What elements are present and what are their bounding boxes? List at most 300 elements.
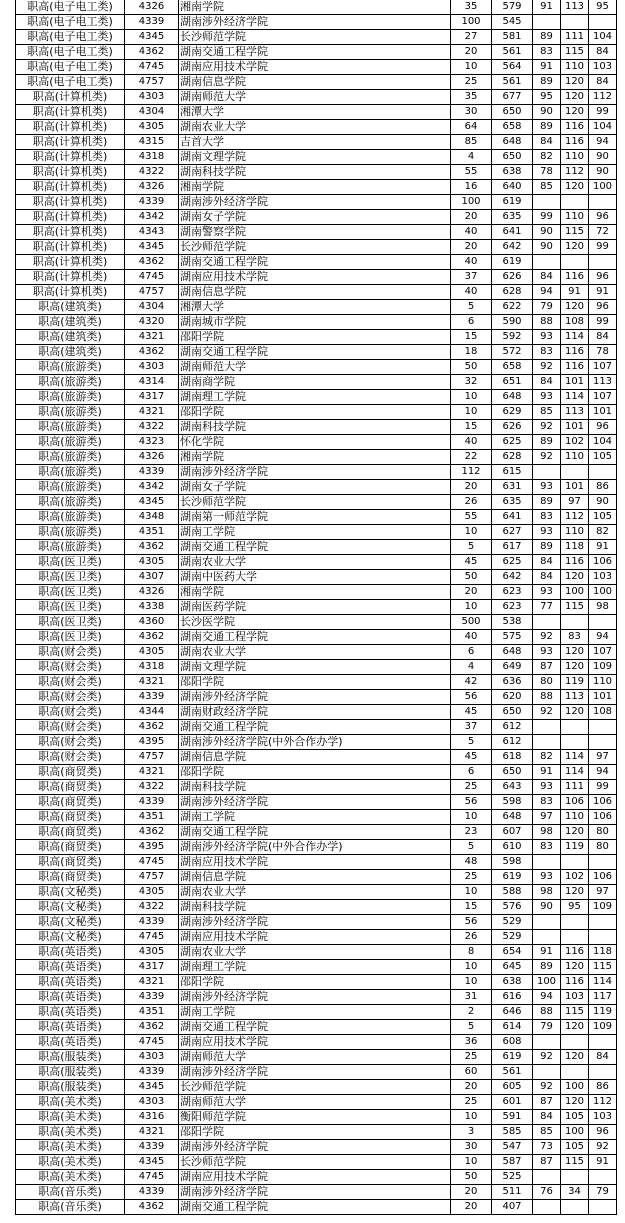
school-name-cell: 湖南警察学院: [179, 225, 451, 240]
category-cell: 职高(计算机类): [16, 180, 125, 195]
subject2-score-cell: 120: [561, 75, 589, 90]
subject3-score-cell: 112: [589, 1095, 617, 1110]
school-name-cell: 湖南信息学院: [179, 750, 451, 765]
subject3-score-cell: [589, 1170, 617, 1185]
min-score-cell: 592: [492, 330, 533, 345]
subject1-score-cell: 91: [533, 0, 561, 15]
subject1-score-cell: 93: [533, 870, 561, 885]
subject2-score-cell: 120: [561, 1050, 589, 1065]
subject2-score-cell: 114: [561, 330, 589, 345]
subject3-score-cell: 90: [589, 150, 617, 165]
school-code-cell: 4320: [125, 315, 179, 330]
category-cell: 职高(美术类): [16, 1095, 125, 1110]
table-row: [16, 1140, 617, 1155]
plan-count-cell: 6: [451, 765, 492, 780]
category-cell: 职高(英语类): [16, 1035, 125, 1050]
subject1-score-cell: 87: [533, 1095, 561, 1110]
subject3-score-cell: 91: [589, 540, 617, 555]
subject2-score-cell: [561, 1200, 589, 1215]
school-name-cell: 湖南涉外经济学院: [179, 15, 451, 30]
school-code-cell: 4362: [125, 720, 179, 735]
subject2-score-cell: [561, 1170, 589, 1185]
school-name-cell: 湖南商学院: [179, 375, 451, 390]
subject3-score-cell: 84: [589, 75, 617, 90]
subject2-score-cell: 111: [561, 30, 589, 45]
subject1-score-cell: 88: [533, 690, 561, 705]
min-score-cell: 585: [492, 1125, 533, 1140]
min-score-cell: 648: [492, 135, 533, 150]
table-row: [16, 150, 617, 165]
plan-count-cell: 37: [451, 720, 492, 735]
subject1-score-cell: 76: [533, 1185, 561, 1200]
category-cell: 职高(计算机类): [16, 105, 125, 120]
school-code-cell: 4318: [125, 660, 179, 675]
school-code-cell: 4304: [125, 105, 179, 120]
subject3-score-cell: 99: [589, 240, 617, 255]
school-name-cell: 湖南科技学院: [179, 165, 451, 180]
school-code-cell: 4303: [125, 90, 179, 105]
category-cell: 职高(音乐类): [16, 1185, 125, 1200]
category-cell: 职高(电子电工类): [16, 75, 125, 90]
school-code-cell: 4322: [125, 165, 179, 180]
category-cell: 职高(旅游类): [16, 525, 125, 540]
category-cell: 职高(文秘类): [16, 900, 125, 915]
subject3-score-cell: 94: [589, 135, 617, 150]
subject2-score-cell: 105: [561, 1110, 589, 1125]
plan-count-cell: 20: [451, 45, 492, 60]
subject2-score-cell: 116: [561, 975, 589, 990]
min-score-cell: 638: [492, 165, 533, 180]
subject1-score-cell: 84: [533, 1110, 561, 1125]
min-score-cell: 640: [492, 180, 533, 195]
school-code-cell: 4323: [125, 435, 179, 450]
min-score-cell: 579: [492, 0, 533, 15]
plan-count-cell: 35: [451, 0, 492, 15]
plan-count-cell: 10: [451, 525, 492, 540]
subject3-score-cell: 84: [589, 45, 617, 60]
table-row: [16, 90, 617, 105]
plan-count-cell: 48: [451, 855, 492, 870]
school-code-cell: 4757: [125, 75, 179, 90]
school-code-cell: 4316: [125, 1110, 179, 1125]
school-code-cell: 4757: [125, 750, 179, 765]
school-name-cell: 湖南涉外经济学院: [179, 915, 451, 930]
subject2-score-cell: 110: [561, 450, 589, 465]
category-cell: 职高(旅游类): [16, 435, 125, 450]
subject3-score-cell: 86: [589, 480, 617, 495]
school-name-cell: 湖南应用技术学院: [179, 930, 451, 945]
school-name-cell: 衡阳师范学院: [179, 1110, 451, 1125]
subject1-score-cell: [533, 15, 561, 30]
subject1-score-cell: 90: [533, 240, 561, 255]
subject1-score-cell: 93: [533, 390, 561, 405]
subject1-score-cell: [533, 930, 561, 945]
school-code-cell: 4360: [125, 615, 179, 630]
school-name-cell: 湖南涉外经济学院: [179, 990, 451, 1005]
min-score-cell: 677: [492, 90, 533, 105]
plan-count-cell: 40: [451, 285, 492, 300]
table-row: [16, 720, 617, 735]
table-body: [16, 0, 617, 1215]
category-cell: 职高(旅游类): [16, 405, 125, 420]
subject3-score-cell: 108: [589, 705, 617, 720]
table-row: [16, 525, 617, 540]
subject3-score-cell: 80: [589, 825, 617, 840]
min-score-cell: 648: [492, 810, 533, 825]
subject1-score-cell: 92: [533, 1050, 561, 1065]
school-name-cell: 湖南交通工程学院: [179, 45, 451, 60]
plan-count-cell: 20: [451, 210, 492, 225]
plan-count-cell: 6: [451, 315, 492, 330]
subject2-score-cell: 120: [561, 105, 589, 120]
school-code-cell: 4305: [125, 645, 179, 660]
plan-count-cell: 56: [451, 795, 492, 810]
school-name-cell: 湖南涉外经济学院: [179, 195, 451, 210]
school-name-cell: 邵阳学院: [179, 975, 451, 990]
school-code-cell: 4317: [125, 960, 179, 975]
subject2-score-cell: 120: [561, 90, 589, 105]
subject2-score-cell: 114: [561, 750, 589, 765]
subject3-score-cell: [589, 15, 617, 30]
min-score-cell: 623: [492, 585, 533, 600]
table-row: [16, 405, 617, 420]
plan-count-cell: 5: [451, 735, 492, 750]
subject3-score-cell: 109: [589, 660, 617, 675]
subject1-score-cell: [533, 915, 561, 930]
plan-count-cell: 56: [451, 690, 492, 705]
school-code-cell: 4362: [125, 45, 179, 60]
plan-count-cell: 25: [451, 75, 492, 90]
subject3-score-cell: 94: [589, 630, 617, 645]
school-name-cell: 湖南工学院: [179, 1005, 451, 1020]
subject2-score-cell: [561, 735, 589, 750]
school-code-cell: 4315: [125, 135, 179, 150]
school-code-cell: 4362: [125, 255, 179, 270]
min-score-cell: 619: [492, 255, 533, 270]
subject2-score-cell: 116: [561, 360, 589, 375]
subject3-score-cell: [589, 915, 617, 930]
school-code-cell: 4339: [125, 1140, 179, 1155]
plan-count-cell: 10: [451, 810, 492, 825]
min-score-cell: 641: [492, 510, 533, 525]
category-cell: 职高(财会类): [16, 705, 125, 720]
min-score-cell: 623: [492, 600, 533, 615]
school-name-cell: 湖南信息学院: [179, 285, 451, 300]
subject2-score-cell: 120: [561, 645, 589, 660]
school-code-cell: 4351: [125, 525, 179, 540]
category-cell: 职高(计算机类): [16, 135, 125, 150]
subject3-score-cell: 91: [589, 285, 617, 300]
subject2-score-cell: 114: [561, 390, 589, 405]
category-cell: 职高(旅游类): [16, 390, 125, 405]
school-code-cell: 4339: [125, 195, 179, 210]
min-score-cell: 625: [492, 435, 533, 450]
school-name-cell: 湖南中医药大学: [179, 570, 451, 585]
school-code-cell: 4362: [125, 1020, 179, 1035]
category-cell: 职高(服装类): [16, 1065, 125, 1080]
school-name-cell: 邵阳学院: [179, 405, 451, 420]
min-score-cell: 529: [492, 930, 533, 945]
category-cell: 职高(美术类): [16, 1140, 125, 1155]
subject2-score-cell: 120: [561, 240, 589, 255]
school-name-cell: 长沙师范学院: [179, 495, 451, 510]
table-row: [16, 1185, 617, 1200]
table-row: [16, 780, 617, 795]
min-score-cell: 608: [492, 1035, 533, 1050]
school-code-cell: 4345: [125, 240, 179, 255]
category-cell: 职高(美术类): [16, 1155, 125, 1170]
subject3-score-cell: 106: [589, 870, 617, 885]
table-row: [16, 915, 617, 930]
category-cell: 职高(医卫类): [16, 555, 125, 570]
subject2-score-cell: 91: [561, 285, 589, 300]
table-row: [16, 1110, 617, 1125]
subject3-score-cell: 115: [589, 960, 617, 975]
subject2-score-cell: 110: [561, 810, 589, 825]
min-score-cell: 614: [492, 1020, 533, 1035]
min-score-cell: 547: [492, 1140, 533, 1155]
plan-count-cell: 40: [451, 255, 492, 270]
subject2-score-cell: 115: [561, 600, 589, 615]
subject3-score-cell: 104: [589, 30, 617, 45]
table-row: [16, 585, 617, 600]
min-score-cell: 658: [492, 120, 533, 135]
subject1-score-cell: 87: [533, 660, 561, 675]
plan-count-cell: 20: [451, 1200, 492, 1215]
plan-count-cell: 10: [451, 600, 492, 615]
table-row: [16, 840, 617, 855]
min-score-cell: 635: [492, 495, 533, 510]
min-score-cell: 618: [492, 750, 533, 765]
school-name-cell: 湖南理工学院: [179, 960, 451, 975]
subject3-score-cell: 117: [589, 990, 617, 1005]
subject2-score-cell: 116: [561, 945, 589, 960]
school-name-cell: 湘南学院: [179, 180, 451, 195]
category-cell: 职高(计算机类): [16, 120, 125, 135]
table-row: [16, 930, 617, 945]
table-row: [16, 810, 617, 825]
school-code-cell: 4343: [125, 225, 179, 240]
plan-count-cell: 40: [451, 435, 492, 450]
school-code-cell: 4304: [125, 300, 179, 315]
subject2-score-cell: 120: [561, 1095, 589, 1110]
category-cell: 职高(商贸类): [16, 795, 125, 810]
subject1-score-cell: 90: [533, 105, 561, 120]
category-cell: 职高(旅游类): [16, 465, 125, 480]
subject2-score-cell: 120: [561, 825, 589, 840]
category-cell: 职高(电子电工类): [16, 30, 125, 45]
subject1-score-cell: 94: [533, 990, 561, 1005]
category-cell: 职高(医卫类): [16, 585, 125, 600]
subject2-score-cell: 120: [561, 705, 589, 720]
min-score-cell: 643: [492, 780, 533, 795]
min-score-cell: 650: [492, 765, 533, 780]
plan-count-cell: 100: [451, 15, 492, 30]
plan-count-cell: 32: [451, 375, 492, 390]
subject1-score-cell: 82: [533, 150, 561, 165]
subject3-score-cell: 104: [589, 120, 617, 135]
plan-count-cell: 64: [451, 120, 492, 135]
subject3-score-cell: 107: [589, 390, 617, 405]
subject2-score-cell: 101: [561, 420, 589, 435]
plan-count-cell: 55: [451, 165, 492, 180]
subject2-score-cell: [561, 915, 589, 930]
plan-count-cell: 10: [451, 975, 492, 990]
subject3-score-cell: 97: [589, 885, 617, 900]
min-score-cell: 572: [492, 345, 533, 360]
subject1-score-cell: 91: [533, 60, 561, 75]
table-row: [16, 165, 617, 180]
school-code-cell: 4362: [125, 630, 179, 645]
school-name-cell: 湖南医药学院: [179, 600, 451, 615]
min-score-cell: 561: [492, 75, 533, 90]
table-row: [16, 510, 617, 525]
plan-count-cell: 45: [451, 750, 492, 765]
subject3-score-cell: 90: [589, 495, 617, 510]
subject1-score-cell: 92: [533, 1080, 561, 1095]
subject2-score-cell: 110: [561, 60, 589, 75]
school-name-cell: 长沙师范学院: [179, 1155, 451, 1170]
school-name-cell: 湖南交通工程学院: [179, 1200, 451, 1215]
plan-count-cell: 112: [451, 465, 492, 480]
category-cell: 职高(计算机类): [16, 195, 125, 210]
min-score-cell: 564: [492, 60, 533, 75]
subject1-score-cell: 92: [533, 630, 561, 645]
subject2-score-cell: 119: [561, 675, 589, 690]
category-cell: 职高(文秘类): [16, 930, 125, 945]
plan-count-cell: 5: [451, 840, 492, 855]
subject3-score-cell: 104: [589, 435, 617, 450]
table-row: [16, 660, 617, 675]
min-score-cell: 648: [492, 390, 533, 405]
plan-count-cell: 30: [451, 105, 492, 120]
subject2-score-cell: 116: [561, 555, 589, 570]
subject3-score-cell: 100: [589, 585, 617, 600]
min-score-cell: 635: [492, 210, 533, 225]
table-row: [16, 285, 617, 300]
table-row: [16, 1020, 617, 1035]
subject1-score-cell: 79: [533, 1020, 561, 1035]
subject2-score-cell: 116: [561, 345, 589, 360]
plan-count-cell: 26: [451, 495, 492, 510]
plan-count-cell: 22: [451, 450, 492, 465]
subject2-score-cell: 115: [561, 225, 589, 240]
plan-count-cell: 85: [451, 135, 492, 150]
subject1-score-cell: 77: [533, 600, 561, 615]
school-code-cell: 4321: [125, 975, 179, 990]
min-score-cell: 642: [492, 570, 533, 585]
subject2-score-cell: 118: [561, 540, 589, 555]
school-name-cell: 湖南交通工程学院: [179, 1020, 451, 1035]
school-name-cell: 湖南工学院: [179, 525, 451, 540]
category-cell: 职高(服装类): [16, 1050, 125, 1065]
school-name-cell: 湖南第一师范学院: [179, 510, 451, 525]
table-row: [16, 75, 617, 90]
min-score-cell: 645: [492, 960, 533, 975]
school-name-cell: 邵阳学院: [179, 765, 451, 780]
table-row: [16, 855, 617, 870]
category-cell: 职高(电子电工类): [16, 0, 125, 15]
school-code-cell: 4305: [125, 885, 179, 900]
school-name-cell: 长沙师范学院: [179, 1080, 451, 1095]
school-code-cell: 4321: [125, 1125, 179, 1140]
school-name-cell: 湖南农业大学: [179, 555, 451, 570]
category-cell: 职高(商贸类): [16, 765, 125, 780]
school-name-cell: 怀化学院: [179, 435, 451, 450]
table-row: [16, 630, 617, 645]
min-score-cell: 649: [492, 660, 533, 675]
category-cell: 职高(建筑类): [16, 300, 125, 315]
school-code-cell: 4745: [125, 1035, 179, 1050]
min-score-cell: 638: [492, 975, 533, 990]
school-code-cell: 4745: [125, 930, 179, 945]
school-name-cell: 湘南学院: [179, 450, 451, 465]
subject1-score-cell: 93: [533, 525, 561, 540]
min-score-cell: 598: [492, 795, 533, 810]
subject1-score-cell: 84: [533, 555, 561, 570]
min-score-cell: 525: [492, 1170, 533, 1185]
plan-count-cell: 10: [451, 390, 492, 405]
subject1-score-cell: 100: [533, 975, 561, 990]
school-name-cell: 湖南应用技术学院: [179, 60, 451, 75]
plan-count-cell: 4: [451, 660, 492, 675]
school-name-cell: 湖南涉外经济学院: [179, 690, 451, 705]
category-cell: 职高(财会类): [16, 690, 125, 705]
school-code-cell: 4757: [125, 285, 179, 300]
school-name-cell: 长沙师范学院: [179, 30, 451, 45]
subject1-score-cell: 87: [533, 1155, 561, 1170]
plan-count-cell: 25: [451, 1095, 492, 1110]
school-name-cell: 湘南学院: [179, 0, 451, 15]
table-row: [16, 765, 617, 780]
plan-count-cell: 25: [451, 870, 492, 885]
school-name-cell: 湖南交通工程学院: [179, 540, 451, 555]
subject1-score-cell: 89: [533, 435, 561, 450]
plan-count-cell: 8: [451, 945, 492, 960]
subject1-score-cell: [533, 1200, 561, 1215]
subject1-score-cell: 93: [533, 330, 561, 345]
subject3-score-cell: 106: [589, 555, 617, 570]
subject3-score-cell: [589, 615, 617, 630]
category-cell: 职高(财会类): [16, 675, 125, 690]
school-name-cell: 湖南涉外经济学院(中外合作办学): [179, 840, 451, 855]
subject2-score-cell: 95: [561, 900, 589, 915]
table-row: [16, 450, 617, 465]
table-row: [16, 315, 617, 330]
table-row: [16, 645, 617, 660]
school-name-cell: 湖南信息学院: [179, 75, 451, 90]
school-name-cell: 湖南农业大学: [179, 645, 451, 660]
subject2-score-cell: 120: [561, 1020, 589, 1035]
table-row: [16, 795, 617, 810]
plan-count-cell: 5: [451, 300, 492, 315]
category-cell: 职高(英语类): [16, 960, 125, 975]
table-row: [16, 300, 617, 315]
subject1-score-cell: 82: [533, 750, 561, 765]
plan-count-cell: 4: [451, 150, 492, 165]
school-name-cell: 湖南女子学院: [179, 210, 451, 225]
table-row: [16, 1125, 617, 1140]
table-row: [16, 390, 617, 405]
table-row: [16, 870, 617, 885]
plan-count-cell: 20: [451, 1080, 492, 1095]
category-cell: 职高(英语类): [16, 990, 125, 1005]
plan-count-cell: 55: [451, 510, 492, 525]
school-code-cell: 4348: [125, 510, 179, 525]
table-row: [16, 375, 617, 390]
subject1-score-cell: 89: [533, 495, 561, 510]
subject1-score-cell: 93: [533, 645, 561, 660]
